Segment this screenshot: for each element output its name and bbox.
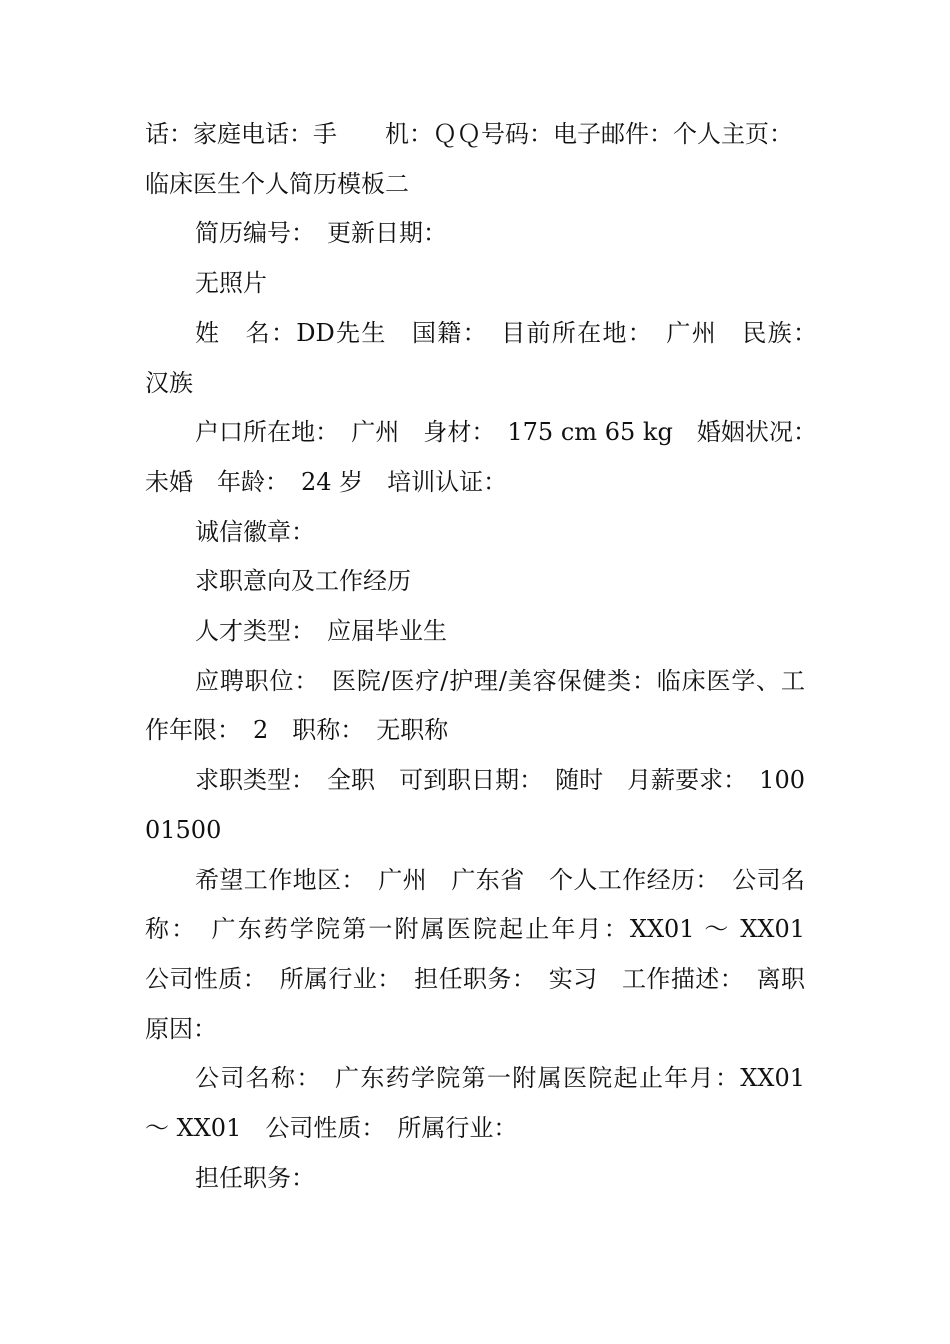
photo-placeholder: 无照片: [195, 269, 267, 298]
role-line: 担任职务：: [195, 1163, 315, 1192]
position-line: 应聘职位： 医院/医疗/护理/美容保健类：临床医学、工作年限： 2 职称： 无职称: [145, 666, 805, 745]
personal-info-line: 姓 名：DD先生 国籍： 目前所在地： 广州 民族： 汉族: [145, 318, 829, 397]
resume-title: 临床医生个人简历模板二: [145, 169, 409, 198]
document-body: [145, 110, 829, 1203]
contact-line: 话：家庭电话：手 机：ＱＱ号码：电子邮件：个人主页：: [145, 120, 793, 148]
section-heading: 求职意向及工作经历: [195, 567, 411, 596]
job-type-line: 求职类型： 全职 可到职日期： 随时 月薪要求： 10001500: [145, 766, 805, 844]
integrity-badge-line: 诚信徽章：: [195, 517, 315, 546]
talent-type-line: 人才类型： 应届毕业生: [195, 617, 447, 646]
residence-info-line: 户口所在地： 广州 身材： 175 cm 65 kg 婚姻状况： 未婚 年龄： 24 岁 培训认证：: [145, 418, 829, 496]
work-history-line: 希望工作地区： 广州 广东省 个人工作经历： 公司名称： 广东药学院第一附属医院起止年月：XX01 ～ XX01 公司性质： 所属行业： 担任职务： 实习 工作描述： 离职原因：: [145, 865, 829, 1043]
resume-id-line: 简历编号： 更新日期：: [195, 219, 447, 248]
company-line: 公司名称： 广东药学院第一附属医院起止年月：XX01 ～ XX01 公司性质： 所属行业：: [145, 1064, 805, 1143]
